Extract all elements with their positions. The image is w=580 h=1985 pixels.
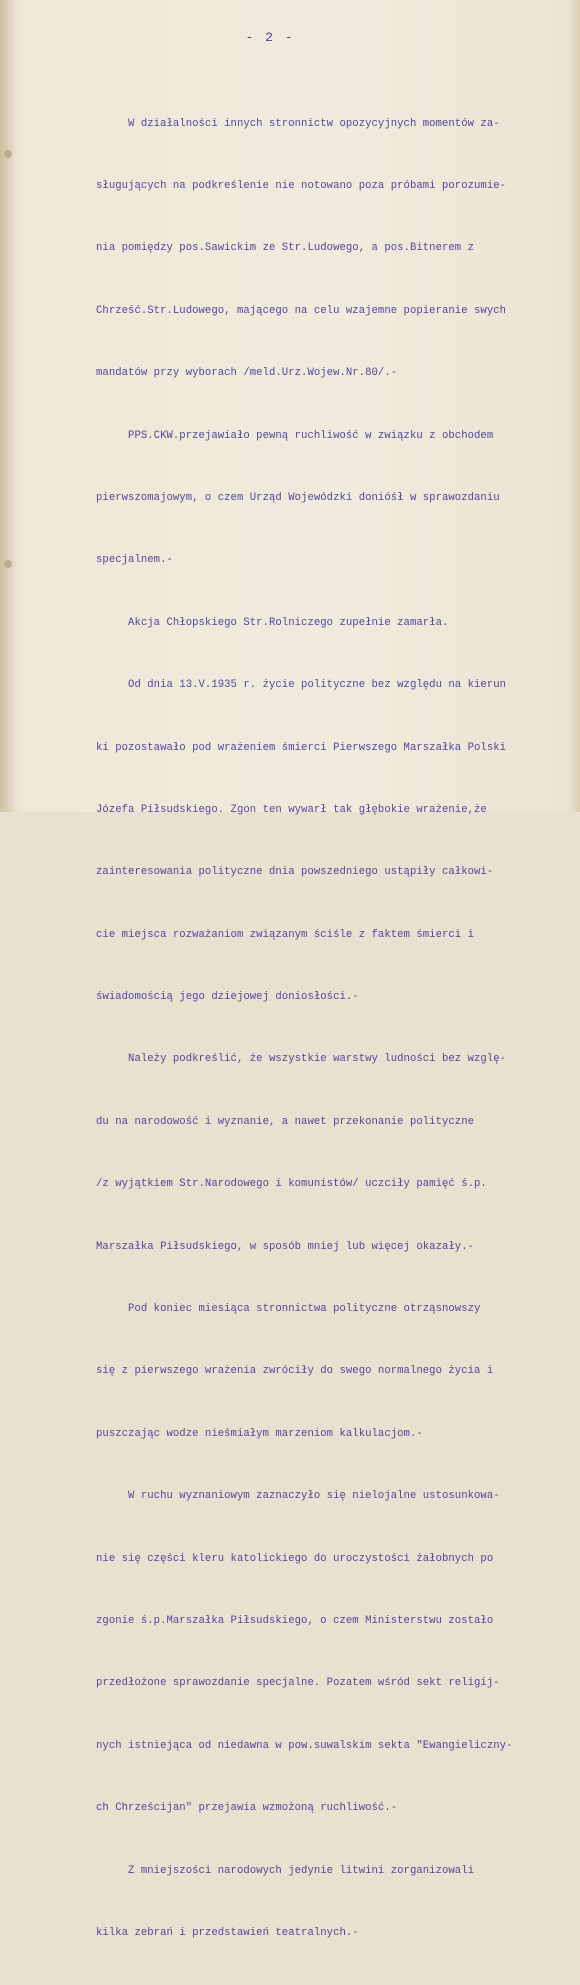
text-line: zainteresowania polityczne dnia powszedniego ustąpiły całkowi-	[96, 866, 494, 879]
text-line: zgonie ś.p.Marszałka Piłsudskiego, o czem Ministerstwu zostało	[96, 1614, 494, 1627]
text-line: ki pozostawało pod wrażeniem śmierci Pierwszego Marszałka Polski	[96, 741, 507, 754]
text-line: puszczając wodze nieśmiałym marzeniom kalkulacjom.-	[96, 1427, 423, 1440]
text-line: ch Chrześcijan" przejawia wzmożoną ruchliwość.-	[96, 1802, 398, 1815]
text-line: W działalności innych stronnictw opozycyjnych momentów za-	[96, 117, 500, 130]
text-line: Należy podkreślić, że wszystkie warstwy ludności bez wzglę-	[96, 1053, 507, 1066]
text-line: Marszałka Piłsudskiego, w sposób mniej lub więcej okazały.-	[96, 1240, 475, 1253]
text-line: kilka zebrań i przedstawień teatralnych.-	[96, 1926, 359, 1939]
text-line: specjalnem.-	[96, 554, 173, 567]
text-line: PPS.CKW.przejawiało pewną ruchliwość w związku z obchodem	[96, 429, 494, 442]
text-line: du na narodowość i wyznanie, a nawet przekonanie polityczne	[96, 1115, 475, 1128]
text-line: /z wyjątkiem Str.Narodowego i komunistów/ uczciły pamięć ś.p.	[96, 1178, 487, 1191]
text-line: się z pierwszego wrażenia zwróciły do swego normalnego życia i	[96, 1365, 494, 1378]
text-line: Z mniejszości narodowych jedynie litwini zorganizowali	[96, 1864, 475, 1877]
text-line: Akcja Chłopskiego Str.Rolniczego zupełnie zamarła.	[96, 616, 449, 629]
text-line: Od dnia 13.V.1935 r. życie polityczne bez względu na kierun	[96, 679, 507, 692]
text-line: nie się części kleru katolickiego do uroczystości żałobnych po	[96, 1552, 494, 1565]
text-line: W ruchu wyznaniowym zaznaczyło się nielojalne ustosunkowa-	[96, 1490, 500, 1503]
document-body	[96, 72, 576, 1985]
text-line: nia pomiędzy pos.Sawickim ze Str.Ludowego, a pos.Bitnerem z	[96, 242, 475, 255]
text-line: nych istniejąca od niedawna w pow.suwalskim sekta "Ewangieliczny-	[96, 1739, 513, 1752]
punch-hole	[4, 150, 12, 158]
page-number: - 2 -	[245, 30, 295, 45]
text-line: Pod koniec miesiąca stronnictwa polityczne otrząsnowszy	[96, 1303, 481, 1316]
text-line: Chrześć.Str.Ludowego, mającego na celu wzajemne popieranie swych	[96, 304, 507, 317]
text-line: sługujących na podkreślenie nie notowano poza próbami porozumie-	[96, 179, 507, 192]
text-line: pierwszomajowym, o czem Urząd Wojewódzki donióśł w sprawozdaniu	[96, 491, 500, 504]
text-line: mandatów przy wyborach /meld.Urz.Wojew.Nr.80/.-	[96, 367, 398, 380]
left-margin-shadow	[0, 0, 14, 812]
text-line: Józefa Piłsudskiego. Zgon ten wywarł tak głębokie wrażenie,że	[96, 803, 487, 816]
punch-hole	[4, 560, 12, 568]
text-line: przedłożone sprawozdanie specjalne. Pozatem wśród sekt religij-	[96, 1677, 500, 1690]
text-line: cie miejsca rozważaniom związanym ściśle z faktem śmierci i	[96, 928, 475, 941]
text-line: świadomością jego dziejowej doniosłości.-	[96, 991, 359, 1004]
